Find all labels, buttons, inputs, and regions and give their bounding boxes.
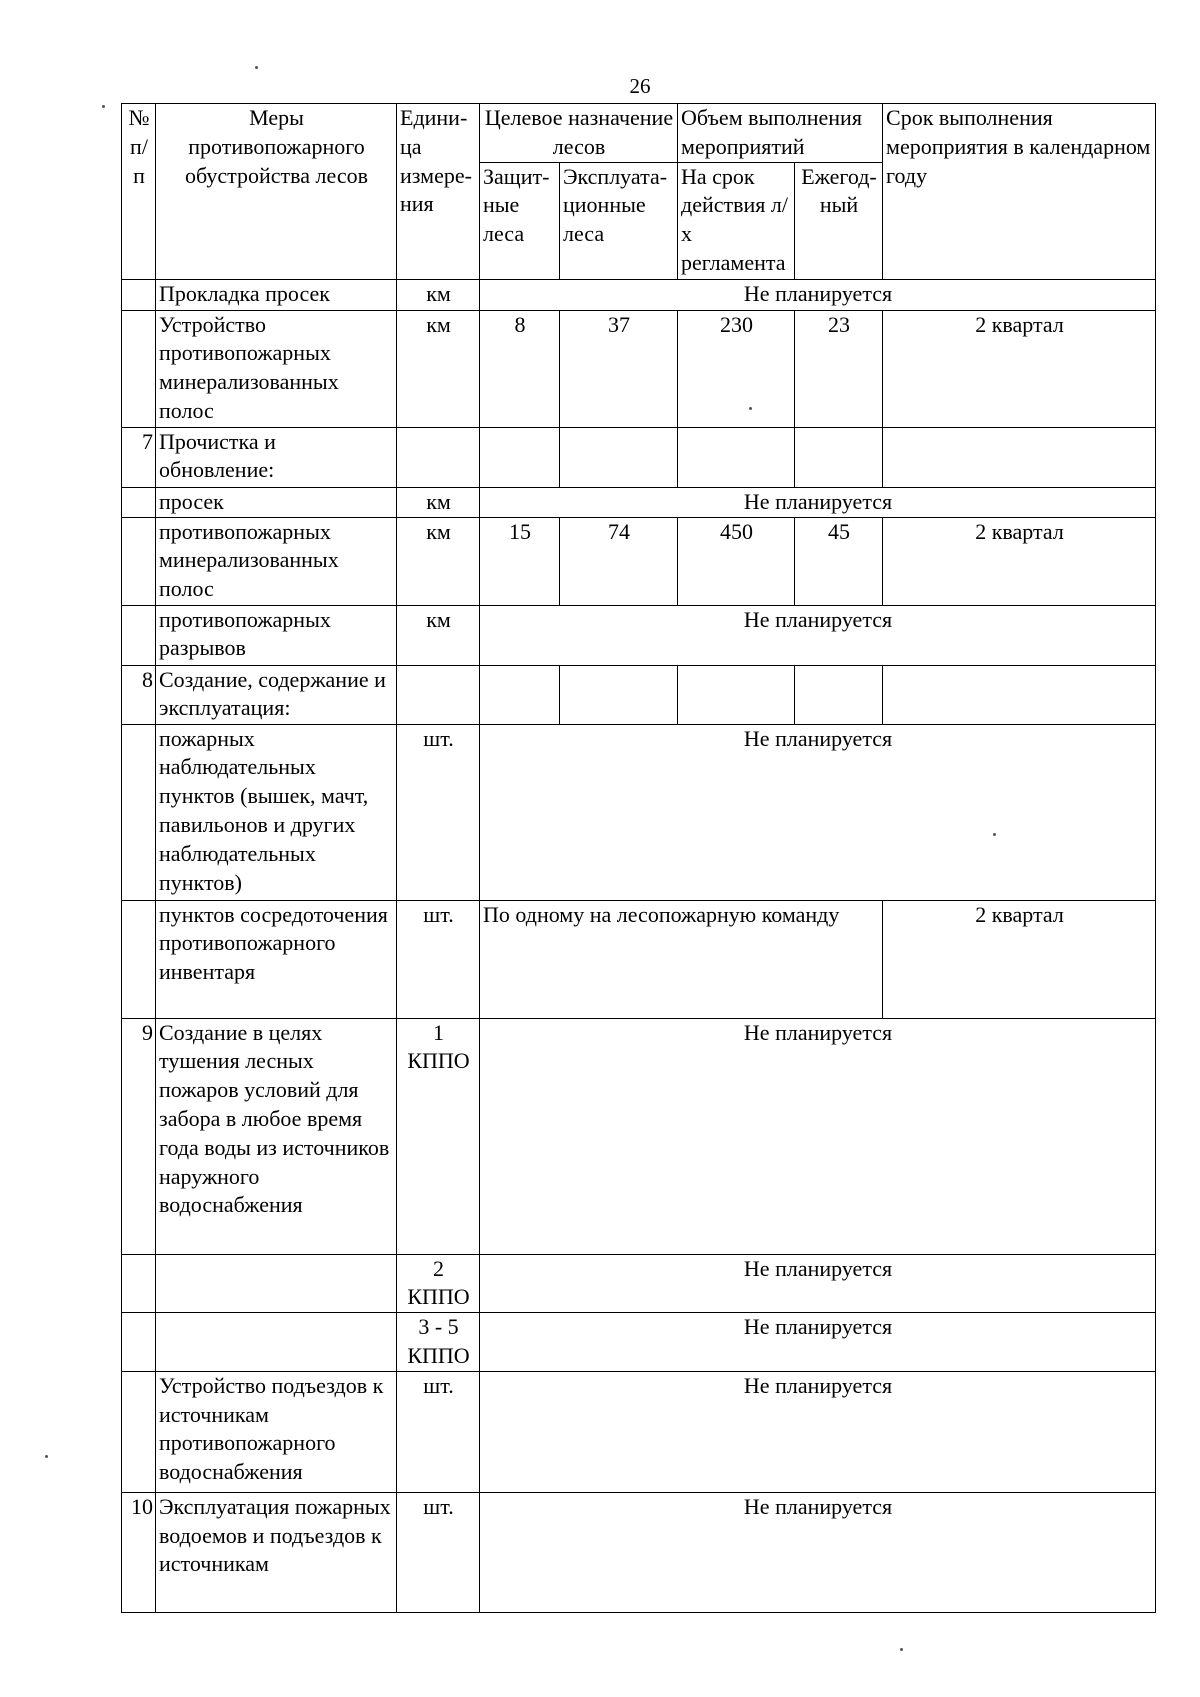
row-unit: км <box>397 279 480 310</box>
table-row <box>122 665 1156 724</box>
row-measure <box>156 1254 397 1313</box>
table-row <box>122 310 1156 427</box>
row-term: 2 квартал <box>883 900 1156 1018</box>
row-merged-status: Не планируется <box>480 1018 1156 1254</box>
row-merged-status: Не планируется <box>480 487 1156 517</box>
row-num <box>122 900 156 1018</box>
row-term: 2 квартал <box>883 517 1156 605</box>
row-num <box>122 724 156 900</box>
row-protective: 8 <box>480 310 560 427</box>
row-regulation-term: 450 <box>678 517 795 605</box>
scan-speck <box>45 1455 48 1458</box>
page-number: 26 <box>629 74 651 98</box>
row-num: 7 <box>122 427 156 487</box>
table-row <box>122 1371 1156 1492</box>
row-num <box>122 487 156 517</box>
row-term <box>883 665 1156 724</box>
row-unit <box>397 665 480 724</box>
row-regulation-term <box>678 665 795 724</box>
row-merged-status: Не планируется <box>480 1254 1156 1313</box>
row-measure: Создание, содержание и эксплуатация: <box>156 665 397 724</box>
row-term: 2 квартал <box>883 310 1156 427</box>
row-unit: км <box>397 487 480 517</box>
scan-speck <box>749 407 752 410</box>
row-regulation-term <box>678 427 795 487</box>
fire-prevention-table <box>121 103 1156 1613</box>
table-row <box>122 724 1156 900</box>
row-operational <box>560 427 678 487</box>
row-num <box>122 279 156 310</box>
row-merged-note: По одному на лесопожарную команду <box>480 900 883 1018</box>
table-row <box>122 900 1156 1018</box>
row-unit: 2 КППО <box>397 1254 480 1313</box>
row-measure: Устройство противопожарных минерализованных полос <box>156 310 397 427</box>
header-volume: Объем выполнения мероприятий <box>678 104 883 163</box>
table-row <box>122 279 1156 310</box>
row-protective <box>480 427 560 487</box>
row-unit: км <box>397 310 480 427</box>
row-unit: шт. <box>397 1371 480 1492</box>
row-num <box>122 1313 156 1372</box>
table-row <box>122 427 1156 487</box>
scan-speck <box>900 1648 903 1651</box>
row-operational <box>560 665 678 724</box>
table-row <box>122 1254 1156 1313</box>
header-term: Срок выполнения мероприятия в календарном году <box>883 104 1156 280</box>
row-num <box>122 517 156 605</box>
row-measure: Создание в целях тушения лесных пожаров условий для забора в любое время года воды из источников наружного водоснабжения <box>156 1018 397 1254</box>
row-measure: противопожарных минерализованных полос <box>156 517 397 605</box>
row-measure: пунктов сосредоточения противопожарного инвентаря <box>156 900 397 1018</box>
header-operational: Эксплуата-ционные леса <box>560 162 678 279</box>
row-measure: противопожарных разрывов <box>156 605 397 665</box>
table-row <box>122 605 1156 665</box>
row-merged-status: Не планируется <box>480 1492 1156 1612</box>
row-merged-status: Не планируется <box>480 1371 1156 1492</box>
row-annual <box>795 427 883 487</box>
header-unit: Едини-ца измере-ния <box>397 104 480 280</box>
header-row <box>122 104 1156 163</box>
row-merged-status: Не планируется <box>480 605 1156 665</box>
table-row <box>122 1313 1156 1372</box>
row-measure: Эксплуатация пожарных водоемов и подъездов к источникам <box>156 1492 397 1612</box>
table-row <box>122 1018 1156 1254</box>
header-num: № п/п <box>122 104 156 280</box>
row-measure: Прокладка просек <box>156 279 397 310</box>
row-regulation-term: 230 <box>678 310 795 427</box>
row-num <box>122 310 156 427</box>
scan-speck <box>102 105 105 108</box>
row-unit: км <box>397 605 480 665</box>
row-protective: 15 <box>480 517 560 605</box>
row-num <box>122 1371 156 1492</box>
row-num: 10 <box>122 1492 156 1612</box>
table-row <box>122 1492 1156 1612</box>
header-measures: Меры противопожарного обустройства лесов <box>156 104 397 280</box>
row-merged-status: Не планируется <box>480 724 1156 900</box>
header-protective: Защит-ные леса <box>480 162 560 279</box>
row-measure: Прочистка и обновление: <box>156 427 397 487</box>
row-unit <box>397 427 480 487</box>
row-num: 9 <box>122 1018 156 1254</box>
row-unit: шт. <box>397 900 480 1018</box>
header-regulation-term: На срок действия л/х регламента <box>678 162 795 279</box>
row-term <box>883 427 1156 487</box>
row-annual <box>795 665 883 724</box>
row-merged-status: Не планируется <box>480 279 1156 310</box>
row-num: 8 <box>122 665 156 724</box>
table-row <box>122 517 1156 605</box>
row-measure <box>156 1313 397 1372</box>
row-annual: 45 <box>795 517 883 605</box>
table-row <box>122 487 1156 517</box>
row-unit: 1 КППО <box>397 1018 480 1254</box>
row-unit: шт. <box>397 724 480 900</box>
row-annual: 23 <box>795 310 883 427</box>
row-operational: 37 <box>560 310 678 427</box>
row-operational: 74 <box>560 517 678 605</box>
row-unit: 3 - 5 КППО <box>397 1313 480 1372</box>
header-annual: Ежегод-ный <box>795 162 883 279</box>
scan-speck <box>255 66 258 69</box>
row-merged-status: Не планируется <box>480 1313 1156 1372</box>
row-measure: просек <box>156 487 397 517</box>
row-measure: пожарных наблюдательных пунктов (вышек, мачт, павильонов и других наблюдательных пунктов) <box>156 724 397 900</box>
scan-speck <box>993 833 996 836</box>
row-unit: км <box>397 517 480 605</box>
row-num <box>122 1254 156 1313</box>
row-unit: шт. <box>397 1492 480 1612</box>
header-purpose: Целевое назначение лесов <box>480 104 678 163</box>
row-protective <box>480 665 560 724</box>
row-num <box>122 605 156 665</box>
row-measure: Устройство подъездов к источникам противопожарного водоснабжения <box>156 1371 397 1492</box>
